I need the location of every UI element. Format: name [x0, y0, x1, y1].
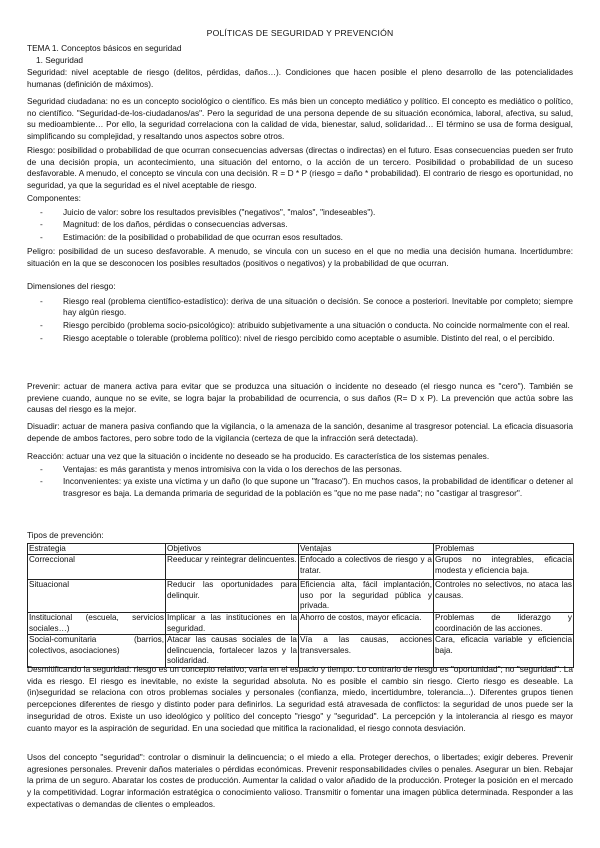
dimensiones-section	[27, 281, 573, 346]
section-heading: 1. Seguridad	[36, 55, 84, 65]
paragraph-usos: Usos del concepto "seguridad": controlar o disminuir la delincuencia; o el miedo a ella. Proteger derechos, o libertades; exigir deberes. Prevenir agresiones personales. Prevenir daños materiales o pérdidas económicas. Prevenir responsabilidades civiles o penales. Asegurar un bien. Rebajar la prima de un seguro. Abaratar los costes de producción. Aumentar la calidad o valor añadido de la producción. Proteger la posición en el mercado y la competitividad. Lograr información estratégica o conocimiento valioso. Transmitir o fomentar una imagen pública determinada. Responder a las expectativas o demandas de clientes o empleados.	[27, 752, 573, 809]
dimensiones-title: Dimensiones del riesgo:	[27, 281, 116, 291]
table-cell: Correccional	[28, 555, 166, 580]
column-header: Estrategia	[28, 544, 166, 555]
list-item: - Inconvenientes: ya existe una víctima y un daño (lo que supone un "fracaso"). En muchos casos, la probabilidad de identificar o detener al trasgresor es baja. La demanda primaria de seguridad de la población es "que no me pase nada"; no "castigar al trasgresor".	[27, 476, 573, 499]
table-cell: Atacar las causas sociales de la delincuencia, fortalecer lazos y la solidaridad.	[166, 635, 299, 668]
table-cell: Cara, eficacia variable y eficiencia baja.	[434, 635, 574, 668]
dimensiones-list	[27, 296, 573, 345]
table-cell: Ahorro de costos, mayor eficacia.	[299, 613, 434, 635]
paragraph-seguridad-ciudadana: Seguridad ciudadana: no es un concepto sociológico o científico. Es más bien un concepto mediático y político. El concepto es mediático o político, no científico. "Seguridad-de-los-ciudadanos/as". Pero la seguridad de una persona depende de su situación económica, laboral, afectiva, su salud, su medioambiente… Por ello, la seguridad correlaciona con la calidad de vida, bienestar, salud, solidaridad… El término se usa de forma desigual, simplificando su complejidad, y resaltando unos aspectos sobre otros.	[27, 96, 573, 142]
componentes-list	[27, 207, 573, 244]
column-header: Ventajas	[299, 544, 434, 555]
list-item: - Riesgo percibido (problema socio-psicológico): atribuido subjetivamente a una situación o conducta. No coincide normalmente con el real.	[27, 320, 573, 332]
paragraph-prevenir: Prevenir: actuar de manera activa para evitar que se produzca una situación o incidente no deseado (el riesgo nunca es "cero"). También se previene cuando, aunque no se evite, se logra bajar la probabilidad de ocurrencia, o sus daños (R= D x P). La prevención que actúa sobre las causas del riesgo es la mejor.	[27, 381, 573, 415]
table-cell: Implicar a las instituciones en la seguridad.	[167, 613, 297, 633]
componentes-section	[27, 193, 573, 245]
table-cell: Vía a las causas, acciones transversales.	[299, 635, 434, 668]
list-item: - Riesgo real (problema científico-estadístico): deriva de una situación o decisión. Se conoce a posteriori. Inevitable por completo; siempre hay algún riesgo.	[27, 296, 573, 319]
reaccion-text: Reacción: actuar una vez que la situación o incidente no deseado se ha producido. Es característica de los sistemas penales.	[27, 451, 490, 461]
table-row	[28, 580, 574, 613]
reaccion-list	[27, 464, 573, 500]
table-cell: Eficiencia alta, fácil implantación, uso por la seguridad pública y privada.	[299, 580, 434, 613]
list-item: - Magnitud: de los daños, pérdidas o consecuencias adversas.	[27, 219, 573, 231]
table-cell: Enfocado a colectivos de riesgo y a tratar.	[299, 555, 434, 580]
table-cell: Controles no selectivos, no ataca las causas.	[434, 580, 574, 613]
topic-heading: TEMA 1. Conceptos básicos en seguridad	[27, 43, 182, 53]
table-row	[28, 635, 574, 668]
table-cell: Social-comunitaria (barrios, colectivos, asociaciones)	[28, 635, 166, 668]
column-header: Problemas	[434, 544, 574, 555]
tipos-title: Tipos de prevención:	[27, 530, 104, 540]
table-row	[28, 555, 574, 580]
table-cell: Problemas de liderazgo y coordinación de las acciones.	[435, 613, 572, 633]
list-item: - Riesgo aceptable o tolerable (problema político): nivel de riesgo percibido como aceptable o asumible. Distinto del real, o el percibido.	[27, 333, 573, 345]
reaccion-section	[27, 451, 573, 501]
list-item: - Ventajas: es más garantista y menos intromisiva con la vida o los derechos de las personas.	[27, 464, 573, 476]
table-cell: Grupos no integrables, eficacia modesta y eficiencia baja.	[434, 555, 574, 580]
table-header-row	[28, 544, 574, 555]
paragraph-desmitificando: Desmitificando la seguridad: riesgo es un concepto relativo; varía en el espacio y tiempo. Lo contrario de riesgo es "oportunidad"; no "seguridad". La vida es riesgo. El riesgo es inevitable, no existe la seguridad absoluta. No es posible el cambio sin riesgo. Cierto riesgo es deseable. La (in)seguridad se relaciona con otros problemas sociales y personales (confianza, miedo, incertidumbre, tolerancia...). Diferentes grupos tienen percepciones diferentes de riesgo y distinto poder para definirlos. La seguridad está atravesada de conflictos: la seguridad de unos puede ser la inseguridad de otros. Existe un uso ideológico y político del concepto "riesgo" y "seguridad". La percepción y la intolerancia al riesgo es mayor cuanto mayor es la aspiración de seguridad. En una sociedad que mitifica la racionalidad, el riesgo connota desviación.	[27, 664, 573, 733]
paragraph-riesgo: Riesgo: posibilidad o probabilidad de que ocurran consecuencias adversas (directas o indirectas) en el futuro. Esas consecuencias pueden ser fruto de una decisión propia, un acontecimiento, una situación del entorno, o la acción de un tercero. Posibilidad o probabilidad de un suceso desfavorable. A menudo, el concepto se vincula con una decisión. R = D * P (riesgo = daño * probabilidad). El contrario de riesgo es oportunidad, no seguridad, ya que la seguridad es el nivel aceptable de riesgo.	[27, 145, 573, 191]
list-item: - Juicio de valor: sobre los resultados previsibles ("negativos", "malos", "indeseables").	[27, 207, 573, 219]
document-title: POLÍTICAS DE SEGURIDAD Y PREVENCIÓN	[206, 28, 394, 38]
list-item: - Estimación: de la posibilidad o probabilidad de que ocurran esos resultados.	[27, 232, 573, 244]
table-cell: Reducir las oportunidades para delinquir.	[166, 580, 299, 613]
column-header: Objetivos	[166, 544, 299, 555]
paragraph-seguridad: Seguridad: nivel aceptable de riesgo (delitos, pérdidas, daños…). Condiciones que hacen posible el pleno desarrollo de las potencialidades humanas (definición de máximos).	[27, 67, 573, 89]
table-cell: Reeducar y reintegrar delincuentes.	[166, 555, 299, 580]
componentes-title: Componentes:	[27, 193, 81, 203]
table-cell: Institucional (escuela, servicios sociales…)	[29, 613, 164, 633]
paragraph-disuadir: Disuadir: actuar de manera pasiva confiando que la vigilancia, o la amenaza de la sanción, desanime al trasgresor potencial. La eficacia disuasoria depende de ambos factores, pero sobre todo de la vigilancia (certeza de que la infracción será detectada).	[27, 421, 573, 443]
prevention-types-table	[27, 543, 574, 668]
paragraph-peligro: Peligro: posibilidad de un suceso desfavorable. A menudo, se vincula con un suceso en el que no media una decisión humana. Incertidumbre: situación en la que se desconocen los posibles resultados (positivos o negativos) y la probabilidad de que ocurran.	[27, 246, 573, 268]
table-row	[28, 613, 574, 635]
table-cell: Situacional	[28, 580, 166, 613]
